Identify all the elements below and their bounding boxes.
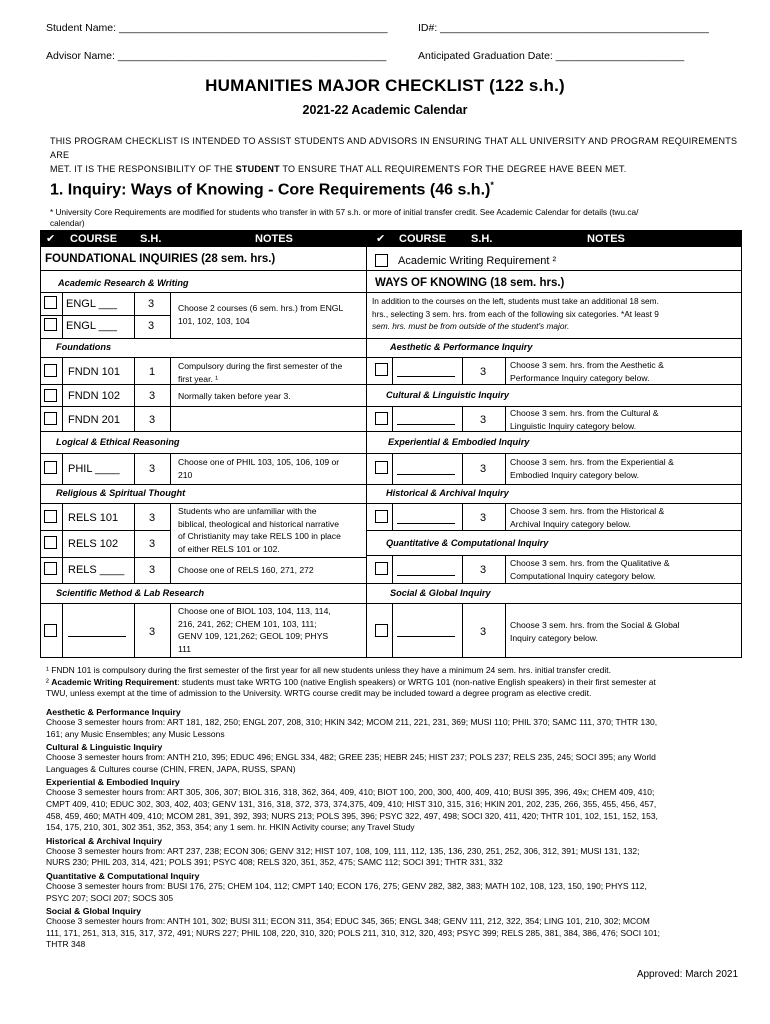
checkbox-rels-elective[interactable] [44,562,57,575]
course-engl-1: ENGL ___ [66,298,117,310]
ways-of-knowing-note: In addition to the courses on the left, students must take an additional 18 sem. hrs., selecting 3 sem. hrs. from each of the following six categories. *At least 9 sem. hrs. must be from outside of the student's major. [372,296,659,331]
table-header [40,231,742,247]
course-fndn-101: FNDN 101 [68,366,120,378]
group-religious-spiritual: Religious & Spiritual Thought [56,488,186,498]
course-rels-102: RELS 102 [68,538,119,550]
course-fndn-201: FNDN 201 [68,414,120,426]
foundational-title: FOUNDATIONAL INQUIRIES (28 sem. hrs.) [45,253,276,265]
sh-cultural: 3 [480,414,487,426]
checkbox-science[interactable] [44,624,57,637]
checkbox-quantitative[interactable] [375,562,388,575]
sh-engl-2: 3 [148,320,155,332]
cultural-course-blank[interactable] [397,424,455,425]
footnotes [46,665,746,700]
sh-phil: 3 [149,463,156,475]
graduation-date-field[interactable]: Anticipated Graduation Date: ______________________ [418,50,685,62]
table-center-divider [366,231,367,658]
category-aesthetic: Aesthetic & Performance Inquiry Choose 3 semester hours from: ART 181, 182, 250; ENGL 207, 208, 310; HKIN 342; MCOM 211, 221, 231, 369; MUSI 110; PHIL 370; SAMC 111, 370; THTR 130, 161; any Music Ensembles; any Music Lessons [46,707,658,739]
group-foundations: Foundations [56,342,112,352]
group-cultural: Cultural & Linguistic Inquiry [386,390,510,400]
checkbox-fndn-201[interactable] [44,412,57,425]
note-engl: Choose 2 courses (6 sem. hrs.) from ENGL 101, 102, 103, 104 [178,303,344,326]
student-name-field[interactable]: Student Name: ______________________________________________ [46,22,388,34]
note-aesthetic: Choose 3 sem. hrs. from the Aesthetic & Performance Inquiry category below. [510,360,664,383]
section-note: * University Core Requirements are modified for students who transfer in with 57 s.h. or more of initial transfer credit. See Academic Calendar for details (twu.ca/ calendar) [50,207,639,228]
category-social: Social & Global Inquiry Choose 3 semester hours from: ANTH 101, 302; BUSI 311; ECON 311, 354; EDUC 345, 365; ENGL 348; GENV 111, 212, 322, 354; LING 101, 210, 302; MCOM 111, 171, 251, 313, 315, 317, 372, 491; NURS 227; PHIL 108, 220, 310, 320; POLS 211, 310, 312, 320, 493; PSYC 399; RELS 285, 381, 384, 386, 476; SOCI 101; THTR 348 [46,906,661,950]
sh-fndn-201: 3 [149,414,156,426]
ways-of-knowing-title: WAYS OF KNOWING (18 sem. hrs.) [375,277,565,289]
note-rels-elective: Choose one of RELS 160, 271, 272 [178,565,314,575]
group-academic-research: Academic Research & Writing [58,278,189,288]
sh-experiential: 3 [480,463,487,475]
note-fndn-101: Compulsory during the first semester of the first year. ¹ [178,361,343,384]
group-historical: Historical & Archival Inquiry [386,488,509,498]
checkbox-cultural[interactable] [375,412,388,425]
category-historical: Historical & Archival Inquiry Choose 3 semester hours from: ART 237, 238; ECON 306; GENV 312; HIST 107, 108, 109, 111, 112, 135, 136, 230, 251, 252, 306, 312, 391; MUSI 131, 132; NURS 230; PHIL 203, 314, 421; POLS 391; PSYC 408; RELS 320, 351, 352, 475; SAMC 112; SOCI 391; THTR 331, 332 [46,835,640,868]
category-list [46,707,750,951]
check-header-left: ✔ [46,233,56,245]
note-historical: Choose 3 sem. hrs. from the Historical & Archival Inquiry category below. [510,506,665,529]
sh-aesthetic: 3 [480,366,487,378]
advisor-name-field[interactable]: Advisor Name: ______________________________________________ [46,50,387,62]
science-course-blank[interactable] [68,636,126,637]
notes-header-left: NOTES [255,233,293,245]
note-fndn-102: Normally taken before year 3. [178,391,291,401]
notes-header-right: NOTES [587,233,625,245]
note-cultural: Choose 3 sem. hrs. from the Cultural & Linguistic Inquiry category below. [510,408,659,431]
category-experiential: Experiential & Embodied Inquiry Choose 3 semester hours from: ART 305, 306, 307; BIOL 316, 318, 362, 364, 409, 410; BIOT 100, 200, 300, 400, 409, 410; BUSI 395, 396, 49x; CHEM 409, 410; CMPT 409, 410; EDUC 302, 303, 402, 403; GENV 131, 316, 318, 372, 373, 374,375, 409, 410; HIST 310, 315, 316; HKIN 201, 202, 235, 266, 355, 455, 456, 457, 458, 459, 460; MATH 409, 410; MCOM 281, 391, 392, 393; NURS 213; POLS 395, 396; PSYC 322, 497, 498; SOCI 320, 411, 420; THTR 101, 102, 151, 152, 153, 154, 175, 210, 301, 302 351, 352, 353, 354; any 1 sem. hr. HKIN Activity course; any Travel Study [46,777,658,833]
checkbox-historical[interactable] [375,510,388,523]
course-phil: PHIL ____ [68,463,120,475]
note-rels: Students who are unfamiliar with the biblical, theological and historical narrative of Christianity may take RELS 100 in place of either RELS 101 or 102. [178,506,341,554]
footnote-1: ¹ FNDN 101 is compulsory during the first semester of the first year for all new students unless they have a minimum 24 sem. hrs. initial transfer credit. [46,665,611,675]
checkbox-engl-1[interactable] [44,296,57,309]
historical-course-blank[interactable] [397,523,455,524]
page-subtitle: 2021-22 Academic Calendar [302,103,468,117]
social-course-blank[interactable] [397,636,455,637]
checkbox-rels-102[interactable] [44,536,57,549]
group-aesthetic: Aesthetic & Performance Inquiry [390,342,533,352]
category-cultural: Cultural & Linguistic Inquiry Choose 3 semester hours from: ANTH 210, 395; EDUC 496; ENGL 334, 482; GREE 235; HEBR 245; HIST 237; POLS 237; RELS 235, 245; SOCI 395; any World Languages & Cultures course (CHIN, FREN, JAPA, RUSS, SPAN) [46,742,656,774]
section-title: 1. Inquiry: Ways of Knowing - Core Requirements (46 s.h.)* [50,180,494,199]
group-scientific: Scientific Method & Lab Research [56,588,205,598]
course-header-left: COURSE [70,233,118,245]
checkbox-social[interactable] [375,624,388,637]
aesthetic-course-blank[interactable] [397,376,455,377]
course-header-right: COURSE [399,233,447,245]
checkbox-phil[interactable] [44,461,57,474]
note-quantitative: Choose 3 sem. hrs. from the Qualitative & Computational Inquiry category below. [510,558,670,581]
checkbox-rels-101[interactable] [44,510,57,523]
group-social: Social & Global Inquiry [390,588,491,598]
group-experiential: Experiential & Embodied Inquiry [388,437,530,447]
sh-engl-1: 3 [148,298,155,310]
course-engl-2: ENGL ___ [66,320,117,332]
sh-rels-elective: 3 [149,564,156,576]
intro-line-2: MET. IT IS THE RESPONSIBILITY OF THE STUDENT TO ENSURE THAT ALL REQUIREMENTS FOR THE DEGREE HAVE BEEN MET. [50,164,627,174]
footnote-2-cont: TWU, unless exempt at the time of admission to the University. WRTG course credit may be included toward a degree program as elective credit. [46,688,592,698]
sh-rels-102: 3 [149,538,156,550]
sh-fndn-101: 1 [149,366,156,378]
sh-social: 3 [480,626,487,638]
course-rels-elective: RELS ____ [68,564,125,576]
checkbox-aesthetic[interactable] [375,363,388,376]
note-social: Choose 3 sem. hrs. from the Social & Global Inquiry category below. [510,620,680,643]
group-logical-ethical: Logical & Ethical Reasoning [56,437,180,447]
sh-historical: 3 [480,512,487,524]
sh-rels-101: 3 [149,512,156,524]
sh-fndn-102: 3 [149,390,156,402]
experiential-course-blank[interactable] [397,474,455,475]
intro-line-1: THIS PROGRAM CHECKLIST IS INTENDED TO ASSIST STUDENTS AND ADVISORS IN ENSURING THAT ALL UNIVERSITY AND PROGRAM REQUIREMENTS ARE [50,136,738,160]
academic-writing-requirement: Academic Writing Requirement ² [398,255,557,267]
sh-header-left: S.H. [140,233,162,245]
group-quantitative: Quantitative & Computational Inquiry [386,538,549,548]
intro-text [50,134,750,176]
course-rels-101: RELS 101 [68,512,119,524]
quantitative-course-blank[interactable] [397,575,455,576]
approval-date: Approved: March 2021 [636,969,738,980]
note-experiential: Choose 3 sem. hrs. from the Experiential & Embodied Inquiry category below. [510,457,674,480]
sh-quantitative: 3 [480,564,487,576]
footnote-2: ² Academic Writing Requirement: students must take WRTG 100 (native English speakers) or WRTG 101 (non-native English speakers) in their first semester at [46,676,656,687]
checkbox-fndn-101[interactable] [44,364,57,377]
sh-header-right: S.H. [471,233,493,245]
page-title: HUMANITIES MAJOR CHECKLIST (122 s.h.) [205,76,565,95]
note-phil: Choose one of PHIL 103, 105, 106, 109 or 210 [178,457,340,480]
checkbox-fndn-102[interactable] [44,389,57,402]
note-science: Choose one of BIOL 103, 104, 113, 114, 216, 241, 262; CHEM 101, 103, 111; GENV 109, 121,262; GEOL 109; PHYS 111 [178,606,331,654]
checkbox-experiential[interactable] [375,461,388,474]
check-header-right: ✔ [376,233,386,245]
sh-science: 3 [149,626,156,638]
checkbox-engl-2[interactable] [44,318,57,331]
category-quantitative: Quantitative & Computational Inquiry Choose 3 semester hours from: BUSI 176, 275; CHEM 104, 112; CMPT 140; ECON 176, 275; GENV 282, 382, 383; MATH 102, 108, 123, 150, 190; PHYS 112, PSYC 207; SOCI 207; SOCS 305 [46,870,647,903]
checkbox-academic-writing[interactable] [375,254,388,267]
id-field[interactable]: ID#: ______________________________________________ [418,22,709,34]
course-fndn-102: FNDN 102 [68,390,120,402]
